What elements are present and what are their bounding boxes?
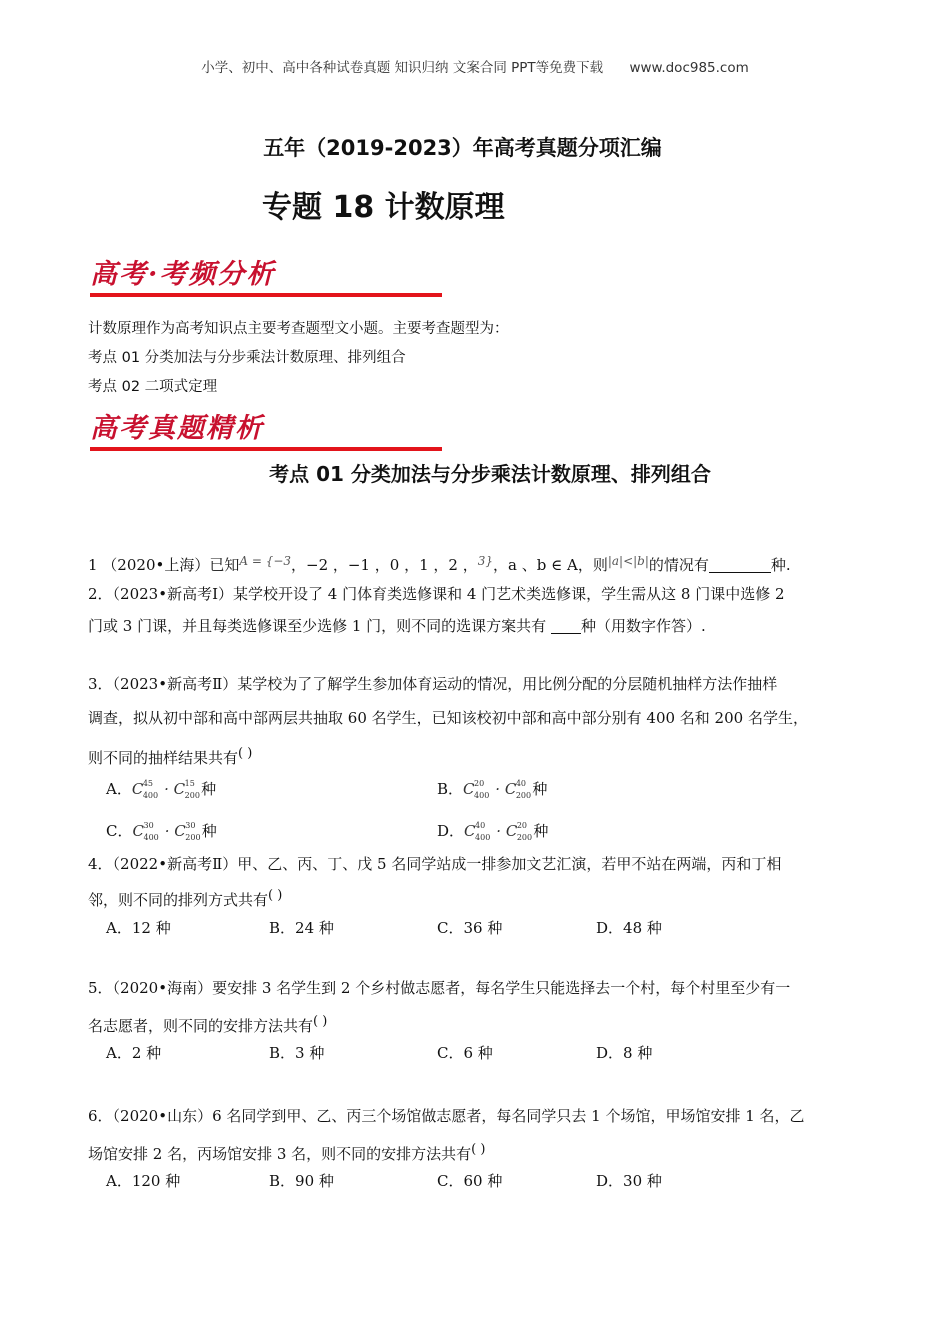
q4-option-c[interactable]: C．36 种 — [437, 919, 503, 937]
intro-block — [88, 315, 509, 402]
combination-k: 40 — [515, 779, 527, 788]
combination-n: 400 — [475, 833, 491, 842]
combination-expression — [464, 822, 533, 840]
combination-k: 20 — [474, 779, 485, 788]
q5-option-b[interactable]: B．3 种 — [269, 1044, 325, 1062]
question-6 — [88, 1100, 863, 1170]
q5-option-a[interactable]: A．2 种 — [106, 1044, 162, 1062]
q6-option-b[interactable]: B．90 种 — [269, 1172, 334, 1190]
q1-set-open: A = {−3 — [239, 554, 292, 568]
multiply-dot: · — [159, 780, 174, 798]
q3-line: 3．（2023•新高考Ⅱ）某学校为了了解学生参加体育运动的情况，用比例分配的分层随机抽样方法作抽样 — [88, 675, 778, 693]
q3-answer-paren[interactable]: ( ) — [238, 746, 253, 761]
combination-k: 30 — [143, 821, 154, 830]
main-title: 五年（2019-2023）年高考真题分项汇编 — [263, 136, 662, 160]
banner-exam-underline — [90, 447, 442, 451]
q3-line: 调查，拟从初中部和高中部两层共抽取 60 名学生，已知该校初中部和高中部分别有 400 名和 200 名学生， — [88, 709, 808, 727]
q6-answer-paren[interactable]: ( ) — [471, 1142, 486, 1157]
combination-term: C 30 400 — [132, 817, 159, 845]
option-unit: 种 — [533, 822, 549, 840]
q5-options — [106, 1039, 866, 1067]
q4-option-a[interactable]: A．12 种 — [106, 919, 171, 937]
question-1 — [88, 545, 863, 581]
combination-term: C 40 200 — [505, 775, 532, 803]
combination-n: 200 — [515, 791, 532, 800]
q4-option-b[interactable]: B．24 种 — [269, 919, 334, 937]
q3-line — [88, 738, 863, 774]
page-header — [0, 56, 950, 76]
combination-term: C 45 400 — [132, 775, 159, 803]
combination-term: C 20 200 — [506, 817, 533, 845]
q3-option-d[interactable] — [437, 817, 548, 845]
multiply-dot: · — [490, 780, 505, 798]
q2-answer-blank[interactable] — [551, 615, 581, 634]
question-5 — [88, 972, 863, 1042]
q3-option-b[interactable] — [437, 775, 547, 803]
q1-end: 种. — [770, 556, 791, 574]
option-unit: 种 — [201, 822, 217, 840]
q4-answer-paren[interactable]: ( ) — [268, 888, 283, 903]
q3-option-a[interactable] — [106, 775, 216, 803]
option-label: C． — [106, 822, 133, 840]
q6-option-a[interactable]: A．120 种 — [106, 1172, 181, 1190]
q5-line: 5．（2020•海南）要安排 3 名学生到 2 个乡村做志愿者，每名学生只能选择去一个村，每个村里至少有一 — [88, 979, 791, 997]
banner-exam-text: 高考真题精析 — [90, 413, 264, 444]
q6-option-d[interactable]: D．30 种 — [596, 1172, 662, 1190]
banner-exam — [90, 406, 442, 451]
banner-analysis-text: 高考·考频分析 — [90, 259, 276, 290]
q1-set-close: 3} — [477, 554, 494, 568]
q5-option-c[interactable]: C．6 种 — [437, 1044, 493, 1062]
q5-stem-end: 名志愿者，则不同的安排方法共有 — [88, 1017, 314, 1035]
header-url[interactable]: www.doc985.com — [629, 60, 749, 76]
q1-vars: ，a 、b ∈ A — [493, 556, 578, 574]
sub-title: 专题 18 计数原理 — [262, 190, 505, 225]
option-unit: 种 — [532, 780, 548, 798]
q4-line: 4．（2022•新高考Ⅱ）甲、乙、丙、丁、戊 5 名同学站成一排参加文艺汇演，若甲不站在两端，丙和丁相 — [88, 855, 782, 873]
option-label: D． — [437, 822, 465, 840]
q2-text-end: 种（用数字作答）. — [580, 617, 706, 635]
q1-items: ，−2 ，−1 ，0 ，1 ，2 ， — [291, 556, 478, 574]
combination-term: C 20 400 — [463, 775, 490, 803]
q1-cond-suffix: 的情况有 — [648, 556, 709, 574]
q4-options — [106, 914, 866, 942]
banner-analysis — [90, 252, 442, 297]
q6-option-c[interactable]: C．60 种 — [437, 1172, 503, 1190]
combination-n: 400 — [143, 833, 159, 842]
q1-prefix: 1 （2020•上海）已知 — [88, 556, 240, 574]
q1-answer-blank[interactable] — [709, 554, 771, 573]
q3-option-c[interactable] — [106, 817, 217, 845]
intro-line: 考点 02 二项式定理 — [88, 379, 218, 395]
q2-line: 2．（2023•新高考Ⅰ）某学校开设了 4 门体育类选修课和 4 门艺术类选修课，学生需从这 8 门课中选修 2 — [88, 585, 785, 603]
option-label: A． — [106, 780, 132, 798]
q6-line — [88, 1134, 863, 1170]
section-heading: 考点 01 分类加法与分步乘法计数原理、排列组合 — [269, 462, 711, 486]
header-tagline: 小学、初中、高中各种试卷真题 知识归纳 文案合同 PPT等免费下载 — [201, 60, 604, 76]
q4-stem-end: 邻，则不同的排列方式共有 — [88, 891, 269, 909]
combination-n: 200 — [184, 791, 200, 800]
combination-expression — [463, 780, 532, 798]
multiply-dot: · — [159, 822, 175, 840]
q6-options — [106, 1167, 866, 1195]
combination-k: 40 — [475, 821, 486, 830]
q2-line — [88, 610, 863, 642]
q4-line — [88, 880, 863, 916]
q5-line — [88, 1006, 863, 1042]
combination-expression — [132, 780, 201, 798]
q5-option-d[interactable]: D．8 种 — [596, 1044, 653, 1062]
option-unit: 种 — [201, 780, 217, 798]
combination-term: C 30 200 — [174, 817, 201, 845]
question-3 — [88, 668, 863, 774]
multiply-dot: · — [491, 822, 506, 840]
q1-condition: |a|<|b| — [607, 554, 649, 568]
q6-stem-end: 场馆安排 2 名，丙场馆安排 3 名，则不同的安排方法共有 — [88, 1145, 472, 1163]
intro-line: 计数原理作为高考知识点主要考查题型文小题。主要考查题型为： — [88, 321, 509, 337]
q5-answer-paren[interactable]: ( ) — [313, 1014, 328, 1029]
q4-option-d[interactable]: D．48 种 — [596, 919, 662, 937]
q2-text: 门或 3 门课，并且每类选修课至少选修 1 门，则不同的选课方案共有 — [88, 617, 547, 635]
q6-line: 6．（2020•山东）6 名同学到甲、乙、丙三个场馆做志愿者，每名同学只去 1 个场馆，甲场馆安排 1 名，乙 — [88, 1107, 805, 1125]
banner-analysis-underline — [90, 293, 442, 297]
combination-k: 20 — [516, 821, 528, 830]
combination-term: C 40 400 — [464, 817, 491, 845]
option-label: B． — [437, 780, 464, 798]
question-4 — [88, 848, 863, 916]
question-2 — [88, 578, 863, 642]
combination-n: 400 — [474, 791, 490, 800]
combination-term: C 15 200 — [174, 775, 201, 803]
combination-n: 200 — [185, 833, 201, 842]
q1-cond-prefix: ，则 — [577, 556, 608, 574]
intro-line: 考点 01 分类加法与分步乘法计数原理、排列组合 — [88, 350, 406, 366]
q3-options — [106, 775, 866, 845]
combination-k: 30 — [185, 821, 196, 830]
combination-n: 200 — [516, 833, 533, 842]
combination-k: 45 — [142, 779, 154, 788]
combination-k: 15 — [184, 779, 195, 788]
q3-stem-end: 则不同的抽样结果共有 — [88, 749, 239, 767]
combination-n: 400 — [142, 791, 159, 800]
combination-expression — [132, 822, 201, 840]
